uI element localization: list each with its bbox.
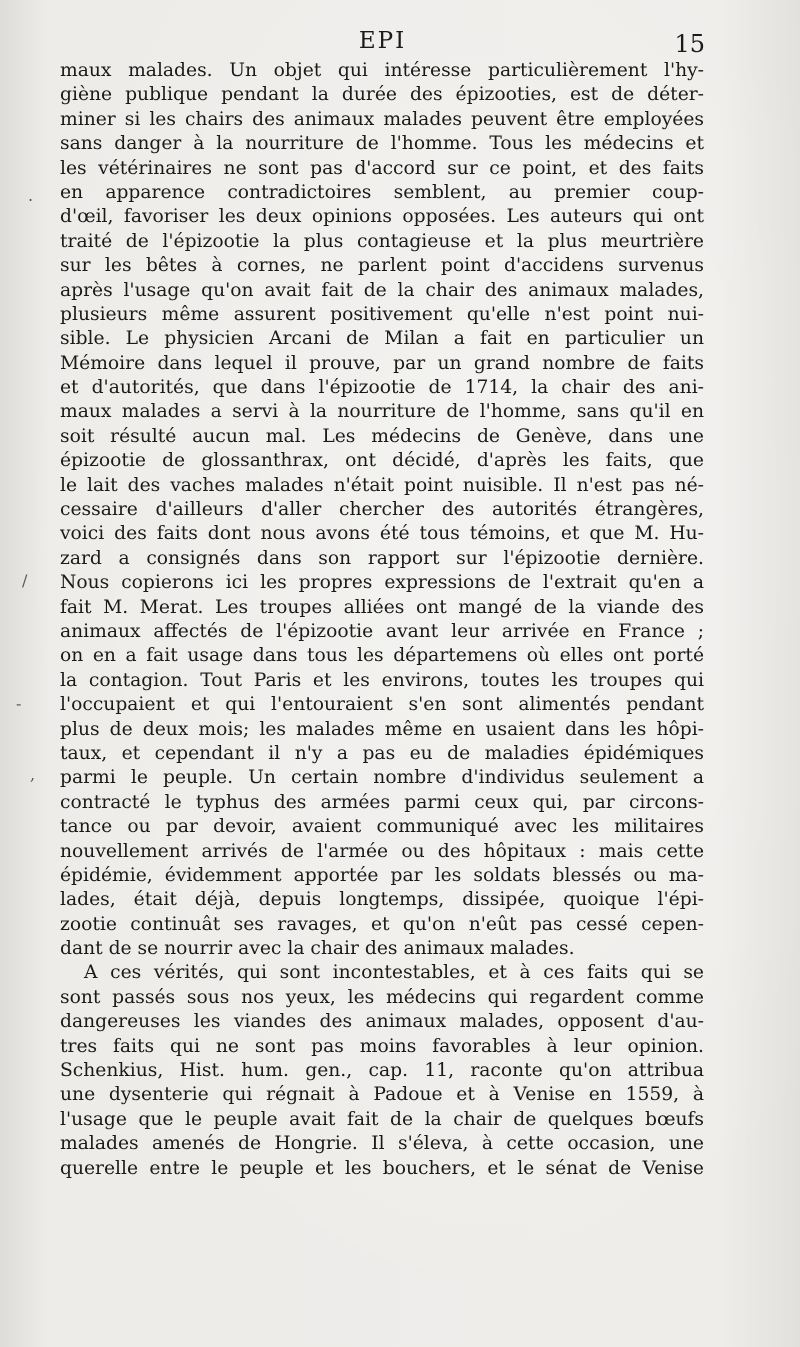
page-number: 15 xyxy=(674,30,705,58)
text-line: l'usage que le peuple avait fait de la chair de quelques bœufs xyxy=(60,1108,704,1130)
text-line: plus de deux mois; les malades même en usaient dans les hôpi- xyxy=(60,718,704,740)
text-line: zard a consignés dans son rapport sur l'épizootie dernière. xyxy=(60,547,704,569)
margin-mark: . xyxy=(28,186,34,205)
text-line: giène publique pendant la durée des épizooties, est de déter- xyxy=(60,84,704,106)
text-line: l'occupaient et qui l'entouraient s'en sont alimentés pendant xyxy=(60,694,704,716)
text-line: contracté le typhus des armées parmi ceux qui, par circons- xyxy=(60,791,704,813)
text-line: dant de se nourrir avec la chair des animaux malades. xyxy=(60,938,575,960)
text-line: parmi le peuple. Un certain nombre d'individus seulement a xyxy=(60,767,704,789)
margin-mark: - xyxy=(16,694,22,713)
text-line: le lait des vaches malades n'était point nuisible. Il n'est pas né- xyxy=(60,474,704,496)
text-line: maux malades. Un objet qui intéresse particulièrement l'hy- xyxy=(60,60,704,81)
margin-mark: / xyxy=(22,571,28,590)
running-head: EPI xyxy=(358,28,407,54)
text-line: sans danger à la nourriture de l'homme. Tous les médecins et xyxy=(60,133,704,155)
text-line: taux, et cependant il n'y a pas eu de maladies épidémiques xyxy=(60,742,704,764)
text-line: Mémoire dans lequel il prouve, par un grand nombre de faits xyxy=(60,352,704,374)
text-line: soit résulté aucun mal. Les médecins de Genève, dans une xyxy=(60,425,704,447)
text-line: voici des faits dont nous avons été tous témoins, et que M. Hu- xyxy=(60,523,704,545)
text-line: animaux affectés de l'épizootie avant leur arrivée en France ; xyxy=(60,620,704,642)
text-line: et d'autorités, que dans l'épizootie de 1714, la chair des ani- xyxy=(60,377,704,399)
text-line: A ces vérités, qui sont incontestables, et à ces faits qui se xyxy=(84,962,704,984)
text-line: plusieurs même assurent positivement qu'elle n'est point nui- xyxy=(60,303,704,325)
text-line: zootie continuât ses ravages, et qu'on n'eût pas cessé cepen- xyxy=(60,913,704,935)
text-line: dangereuses les viandes des animaux malades, opposent d'au- xyxy=(60,1011,704,1033)
body-text xyxy=(60,59,704,1181)
text-line: tres faits qui ne sont pas moins favorables à leur opinion. xyxy=(60,1035,704,1057)
text-line: malades amenés de Hongrie. Il s'éleva, à cette occasion, une xyxy=(60,1133,704,1155)
text-line: nouvellement arrivés de l'armée ou des hôpitaux : mais cette xyxy=(60,840,704,862)
text-line: lades, était déjà, depuis longtemps, dissipée, quoique l'épi- xyxy=(60,889,704,911)
text-line: épizootie de glossanthrax, ont décidé, d'après les faits, que xyxy=(60,450,704,472)
text-line: miner si les chairs des animaux malades peuvent être employées xyxy=(60,108,704,130)
text-line: fait M. Merat. Les troupes alliées ont mangé de la viande des xyxy=(60,596,704,618)
text-line: une dysenterie qui régnait à Padoue et à Venise en 1559, à xyxy=(60,1084,704,1106)
text-line: d'œil, favoriser les deux opinions opposées. Les auteurs qui ont xyxy=(60,206,704,228)
margin-mark: , xyxy=(30,765,36,784)
page-header xyxy=(60,28,705,62)
text-line: querelle entre le peuple et les bouchers, et le sénat de Venise xyxy=(60,1157,704,1179)
text-line: sur les bêtes à cornes, ne parlent point d'accidens survenus xyxy=(60,255,704,277)
text-line: Schenkius, Hist. hum. gen., cap. 11, raconte qu'on attribua xyxy=(60,1060,704,1082)
text-line: sible. Le physicien Arcani de Milan a fait en particulier un xyxy=(60,328,704,350)
text-line: épidémie, évidemment apportée par les soldats blessés ou ma- xyxy=(60,864,704,886)
text-line: en apparence contradictoires semblent, au premier coup- xyxy=(60,181,704,203)
text-line: tance ou par devoir, avaient communiqué avec les militaires xyxy=(60,816,704,838)
text-line: Nous copierons ici les propres expressions de l'extrait qu'en a xyxy=(60,572,704,594)
text-line: les vétérinaires ne sont pas d'accord sur ce point, et des faits xyxy=(60,157,704,179)
text-line: on en a fait usage dans tous les départemens où elles ont porté xyxy=(60,645,704,667)
text-line: traité de l'épizootie la plus contagieuse et la plus meurtrière xyxy=(60,230,704,252)
text-line: cessaire d'ailleurs d'aller chercher des autorités étrangères, xyxy=(60,499,704,521)
text-line: la contagion. Tout Paris et les environs, toutes les troupes qui xyxy=(60,669,704,691)
text-line: maux malades a servi à la nourriture de l'homme, sans qu'il en xyxy=(60,401,704,423)
text-line: après l'usage qu'on avait fait de la chair des animaux malades, xyxy=(60,279,704,301)
text-line: sont passés sous nos yeux, les médecins qui regardent comme xyxy=(60,986,704,1008)
